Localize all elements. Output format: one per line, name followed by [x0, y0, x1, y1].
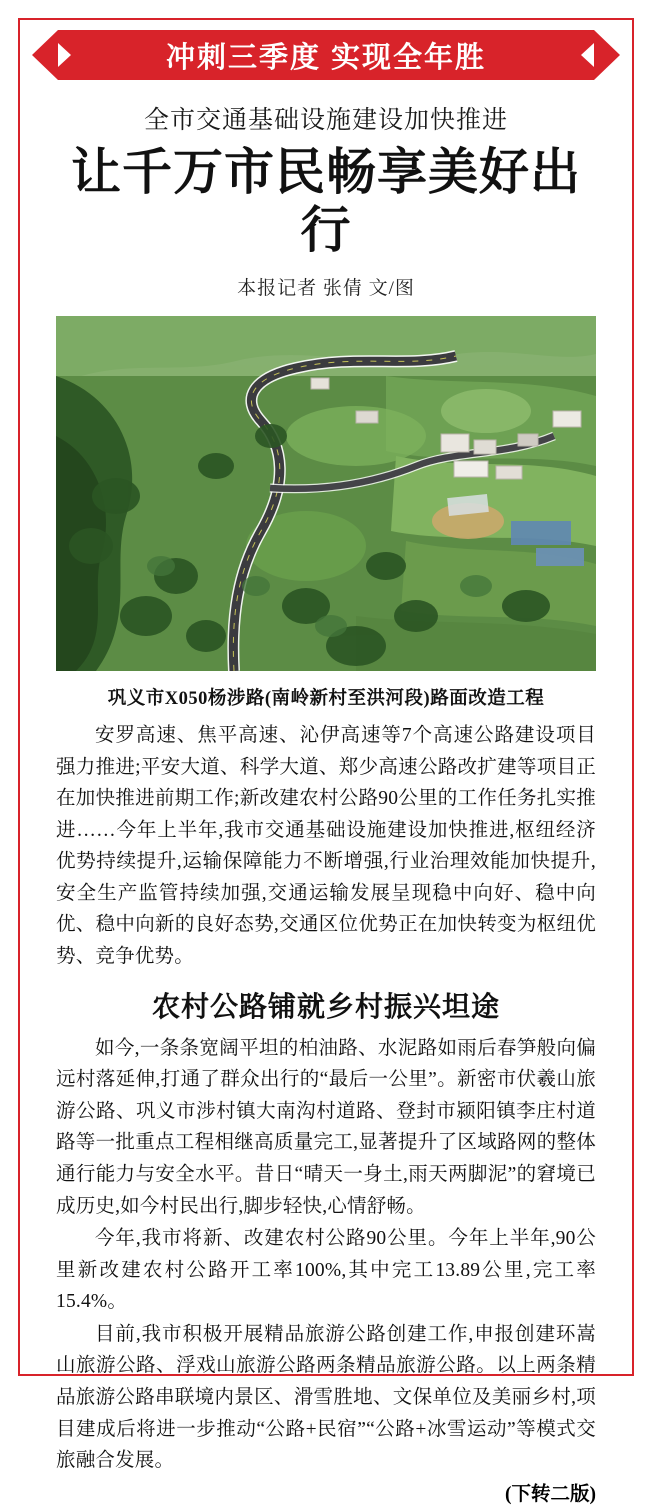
aerial-road-photo-illustration — [56, 316, 596, 671]
ribbon-left-notch — [58, 43, 71, 67]
ribbon-left-tail — [32, 30, 58, 80]
ribbon-right-tail — [594, 30, 620, 80]
banner-ribbon — [32, 30, 620, 80]
banner-title: 冲刺三季度 实现全年胜 — [58, 30, 594, 80]
paragraph-3: 今年,我市将新、改建农村公路90公里。今年上半年,90公里新改建农村公路开工率100%,其中完工13.89公里,完工率15.4%。 — [56, 1228, 596, 1313]
photo-caption: 巩义市X050杨涉路(南岭新村至洪河段)路面改造工程 — [107, 689, 545, 709]
section-subhead: 农村公路铺就乡村振兴坦途 — [151, 990, 500, 1022]
article-headline: 让千万市民畅享美好出行 — [71, 144, 581, 258]
article-shoulder-title: 全市交通基础设施建设加快推进 — [143, 107, 508, 134]
paragraph-2: 如今,一条条宽阔平坦的柏油路、水泥路如雨后春笋般向偏远村落延伸,打通了群众出行的“最后一公里”。新密市伏羲山旅游公路、巩义市涉村镇大南沟村道路、登封市颍阳镇李庄村道路等一批重点工程相继高质量完工,显著提升了区域路网的整体通行能力与安全水平。昔日“晴天一身土,雨天两脚泥”的窘境已成历史,如今村民出行,脚步轻快,心情舒畅。 — [56, 1037, 596, 1217]
paragraph-1: 安罗高速、焦平高速、沁伊高速等7个高速公路建设项目强力推进;平安大道、科学大道、郑少高速公路改扩建等项目正在加快推进前期工作;新改建农村公路90公里的工作任务扎实推进……今年上半年,我市交通基础设施建设加快推进,枢纽经济优势持续提升,运输保障能力不断增强,行业治理效能加快提升,安全生产监管持续加强,交通运输发展呈现稳中向好、稳中向优、稳中向新的良好态势,交通区位优势正在加快转变为枢纽优势、竞争优势。 — [56, 725, 596, 968]
article-body — [56, 100, 596, 1506]
continued-note: (下转二版) — [505, 1483, 596, 1505]
paragraph-4: 目前,我市积极开展精品旅游公路创建工作,申报创建环嵩山旅游公路、浮戏山旅游公路两条精品旅游公路。以上两条精品旅游公路串联境内景区、滑雪胜地、文保单位及美丽乡村,项目建成后将进一步推动“公路+民宿”“公路+冰雪运动”等模式交旅融合发展。 — [56, 1323, 596, 1472]
article-photo — [56, 316, 596, 671]
article-byline: 本报记者 张倩 文/图 — [237, 278, 415, 299]
ribbon-right-notch — [581, 43, 594, 67]
